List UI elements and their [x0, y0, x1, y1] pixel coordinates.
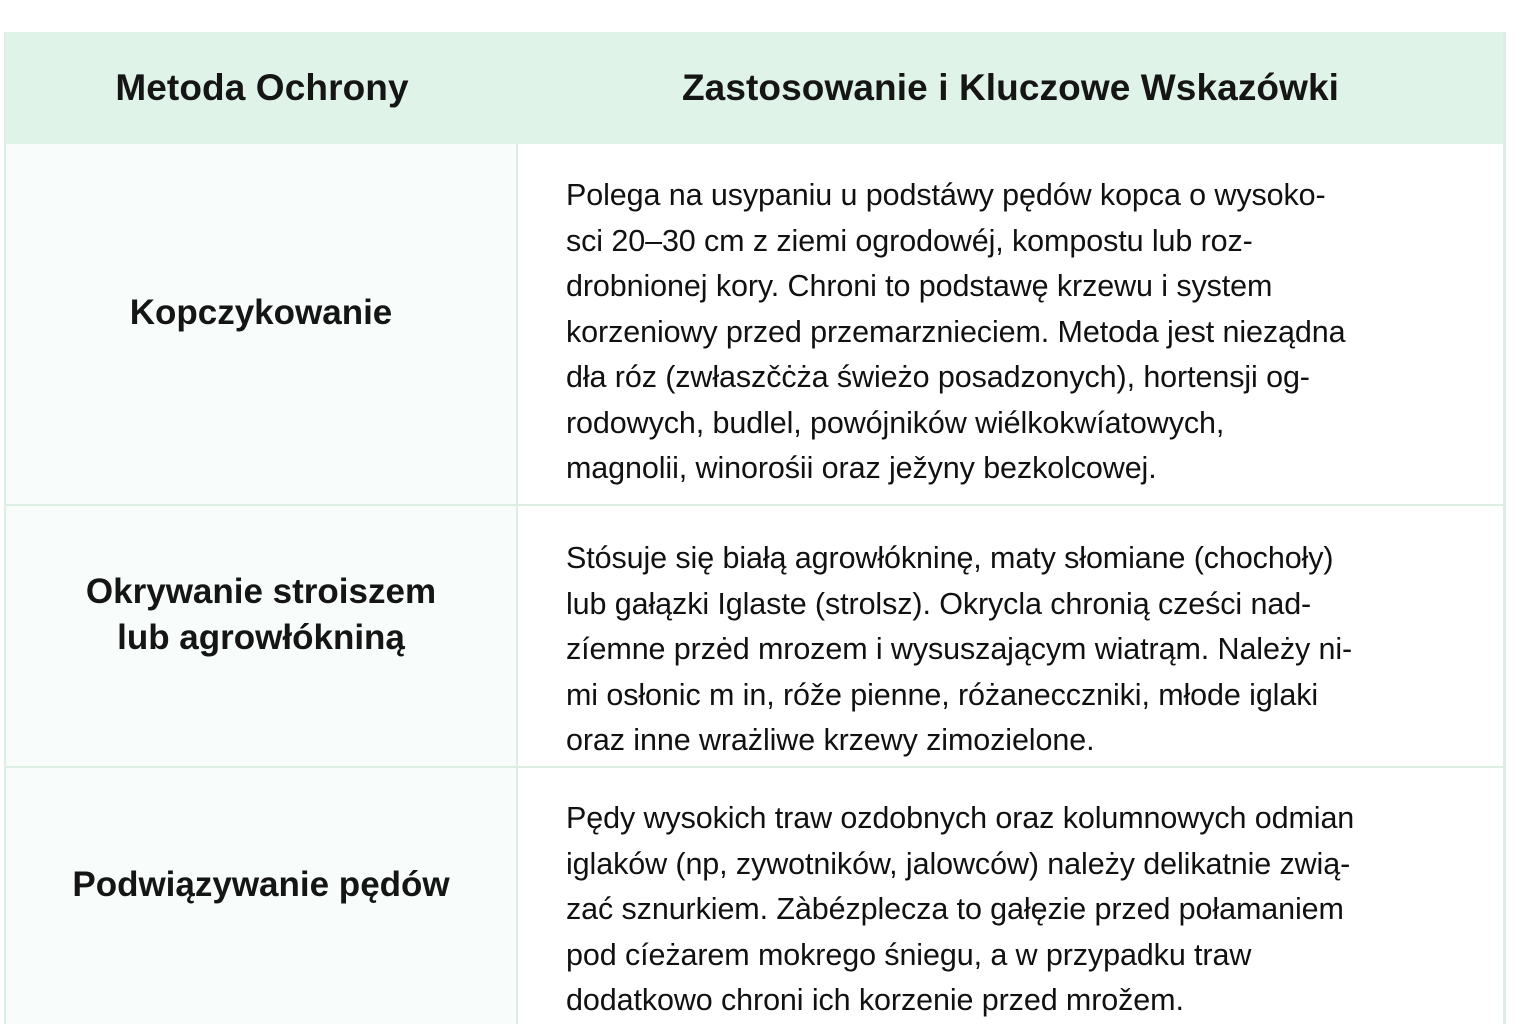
- usage-text-line: pod cíeżarem mokrego śniegu, a w przypadku traw: [566, 937, 1252, 972]
- method-name: Kopczykowanie: [129, 293, 393, 332]
- method-name-line: lub agrowłókniną: [117, 618, 405, 657]
- usage-text-line: drobnionej kory. Chroni to podstawę krzewu i system: [566, 269, 1273, 303]
- table-header-row: [6, 32, 1503, 144]
- method-cell: [6, 506, 518, 766]
- usage-text-line: rodowych, budlel, powójników wiélkokwíatowych,: [566, 405, 1225, 440]
- usage-text-line: dła róz (zwłaszčċża świeżo posadzonych), hortensji og-: [566, 360, 1310, 394]
- column-header-method: Metoda Ochrony: [115, 67, 409, 108]
- usage-text-line: lub gałązki Iglaste (strolsz). Okrycla chronią cześci nad-: [566, 586, 1312, 621]
- column-header-usage: Zastosowanie i Kluczowe Wskazówki: [681, 67, 1340, 108]
- usage-text-line: Pędy wysokich traw ozdobnych oraz kolumnowych odmian: [566, 801, 1355, 835]
- usage-cell: [518, 506, 1503, 766]
- usage-text-line: iglaków (np, zywotników, jalowców) należy delikatnie zwią-: [566, 846, 1351, 881]
- usage-text-line: zać sznurkiem. Zàbézplecza to gałęzie przed połamaniem: [566, 892, 1344, 926]
- usage-cell: [518, 144, 1503, 504]
- usage-text-line: magnolii, winorośii oraz ježyny bezkolcowej.: [566, 451, 1157, 485]
- usage-text-line: dodatkowo chroni ich korzenie przed mrožem.: [566, 983, 1184, 1017]
- usage-text-line: oraz inne wrażliwe krzewy zimozielone.: [566, 723, 1095, 757]
- usage-text-line: korzeniowy przed przemarznieciem. Metoda jest nieządna: [566, 314, 1346, 349]
- method-cell: [6, 768, 518, 1024]
- usage-cell: [518, 768, 1503, 1024]
- table-row: [6, 506, 1503, 768]
- method-name: Podwiązywanie pędów: [72, 865, 450, 904]
- protection-methods-table: [4, 32, 1506, 1024]
- table-row: [6, 768, 1503, 1024]
- table-row: [6, 144, 1503, 506]
- usage-text-line: Stósuje się białą agrowłókninę, maty słomiane (chochoły): [566, 541, 1334, 575]
- usage-text-line: Polega na usypaniu u podstáwy pędów kopca o wysoko-: [566, 178, 1326, 212]
- usage-text-line: zíemne przėd mrozem i wysuszającym wiatrąm. Należy ni-: [566, 632, 1353, 666]
- usage-text-line: sci 20–30 cm z ziemi ogrodowéj, kompostu lub roz-: [566, 223, 1253, 258]
- method-cell: [6, 144, 518, 504]
- method-name-line: Okrywanie stroiszem: [85, 572, 437, 611]
- usage-text-line: mi osłonic m in, róže pienne, różanecczniki, młode iglaki: [566, 677, 1319, 712]
